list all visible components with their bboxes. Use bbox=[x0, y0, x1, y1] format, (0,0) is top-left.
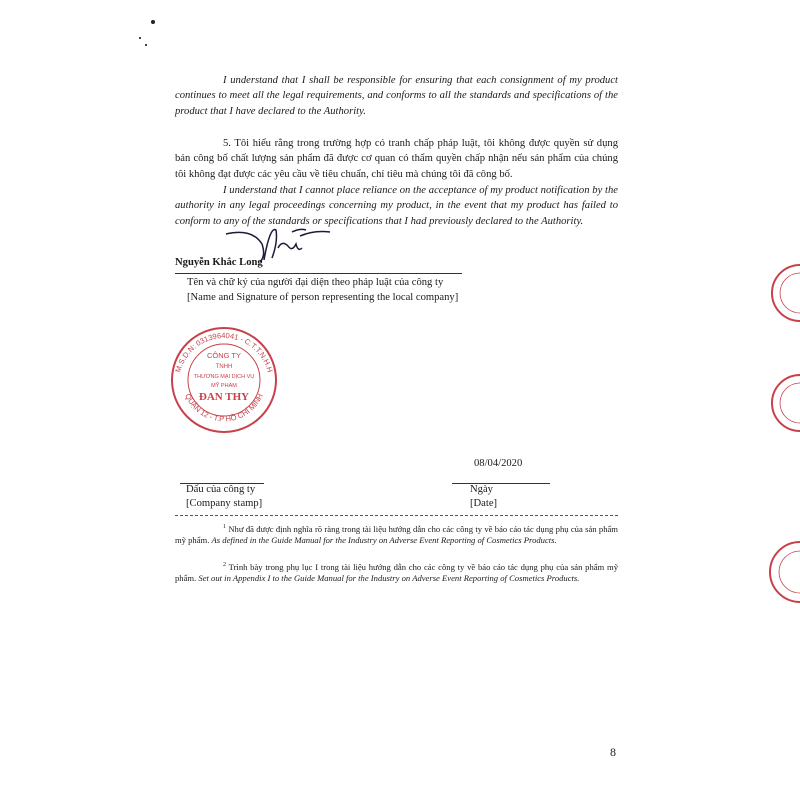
footnote-text-vi: Trình bày trong phụ lục I trong tài liệu hướng dẫn cho các công ty về báo cáo tác dụng phụ của sản phẩm mỹ phẩm. bbox=[175, 561, 618, 583]
seal-bottom-text: QUẬN 12 - T.P HỒ CHÍ MINH bbox=[183, 392, 265, 424]
signature-line bbox=[175, 273, 462, 274]
footnote-1 bbox=[175, 522, 618, 546]
footnote-text-en: Set out in Appendix I to the Guide Manual for the Industry on Adverse Event Reporting of Cosmetics Products. bbox=[198, 572, 580, 583]
seal-line: THƯƠNG MẠI DỊCH VỤ bbox=[193, 374, 255, 380]
date-label-vi: Ngày bbox=[470, 484, 493, 495]
seal-ring-text: M.S.D.N: 0313964041 - C.T.T.N.H.H bbox=[173, 330, 275, 374]
scan-speck bbox=[145, 44, 147, 46]
seal-line: MỸ PHẨM bbox=[211, 383, 237, 389]
paragraph-5-en: I understand that I cannot place reliance on the acceptance of my product notification by the authority in any legal proceedings concerning my product, in the event that my product has failed to conform to any of the standards or specifications that I had previously declared to the Authority. bbox=[175, 185, 618, 227]
footnote-text-vi: Như đã được định nghĩa rõ ràng trong tài liệu hướng dẫn cho các công ty về báo cáo tác dụng phụ của sản phẩm mỹ phẩm. bbox=[175, 523, 618, 545]
partial-seal-right-top bbox=[755, 258, 800, 328]
footnote-2 bbox=[175, 560, 618, 584]
company-stamp-label-vi: Dấu của công ty bbox=[186, 484, 256, 495]
signature-label-en: [Name and Signature of person representing the local company] bbox=[187, 292, 459, 303]
scan-speck bbox=[139, 37, 141, 39]
footnote-text-en: As defined in the Guide Manual for the Industry on Adverse Event Reporting of Cosmetics Products. bbox=[211, 534, 557, 545]
signature-label-vi: Tên và chữ ký của người đại diện theo pháp luật của công ty bbox=[187, 277, 444, 288]
signer-name: Nguyễn Khắc Long bbox=[175, 257, 263, 268]
seal-company-name: ĐAN THY bbox=[198, 391, 250, 403]
paragraph-responsibility-en: I understand that I shall be responsible for ensuring that each consignment of my product continues to meet all the legal requirements, and conforms to all the standards and specifications of the product that I have declared to the Authority. bbox=[175, 75, 618, 117]
seal-line: CÔNG TY bbox=[206, 351, 242, 360]
date-line bbox=[452, 483, 550, 484]
footnote-number: 2 bbox=[223, 562, 226, 568]
partial-seal-right-bottom bbox=[755, 535, 800, 610]
footnote-separator bbox=[175, 515, 618, 516]
seal-line: TNHH bbox=[215, 364, 233, 370]
date-label-en: [Date] bbox=[470, 498, 498, 509]
company-stamp-label-en: [Company stamp] bbox=[186, 498, 263, 509]
scan-speck bbox=[151, 20, 155, 24]
company-seal bbox=[165, 325, 283, 435]
page-number: 8 bbox=[610, 745, 616, 759]
date-value: 08/04/2020 bbox=[474, 458, 523, 469]
paragraph-5-vi: 5. Tôi hiểu rằng trong trường hợp có tranh chấp pháp luật, tôi không được quyền sử dụng bản công bố chất lượng sản phẩm đã được cơ quan có thẩm quyền chấp nhận nếu sản phẩm của chúng tôi không đạt được các yêu cầu về tiêu chuẩn, chỉ tiêu mà chúng tôi đã công bố. bbox=[175, 138, 618, 180]
footnote-number: 1 bbox=[223, 524, 226, 530]
partial-seal-right-middle bbox=[752, 368, 800, 438]
